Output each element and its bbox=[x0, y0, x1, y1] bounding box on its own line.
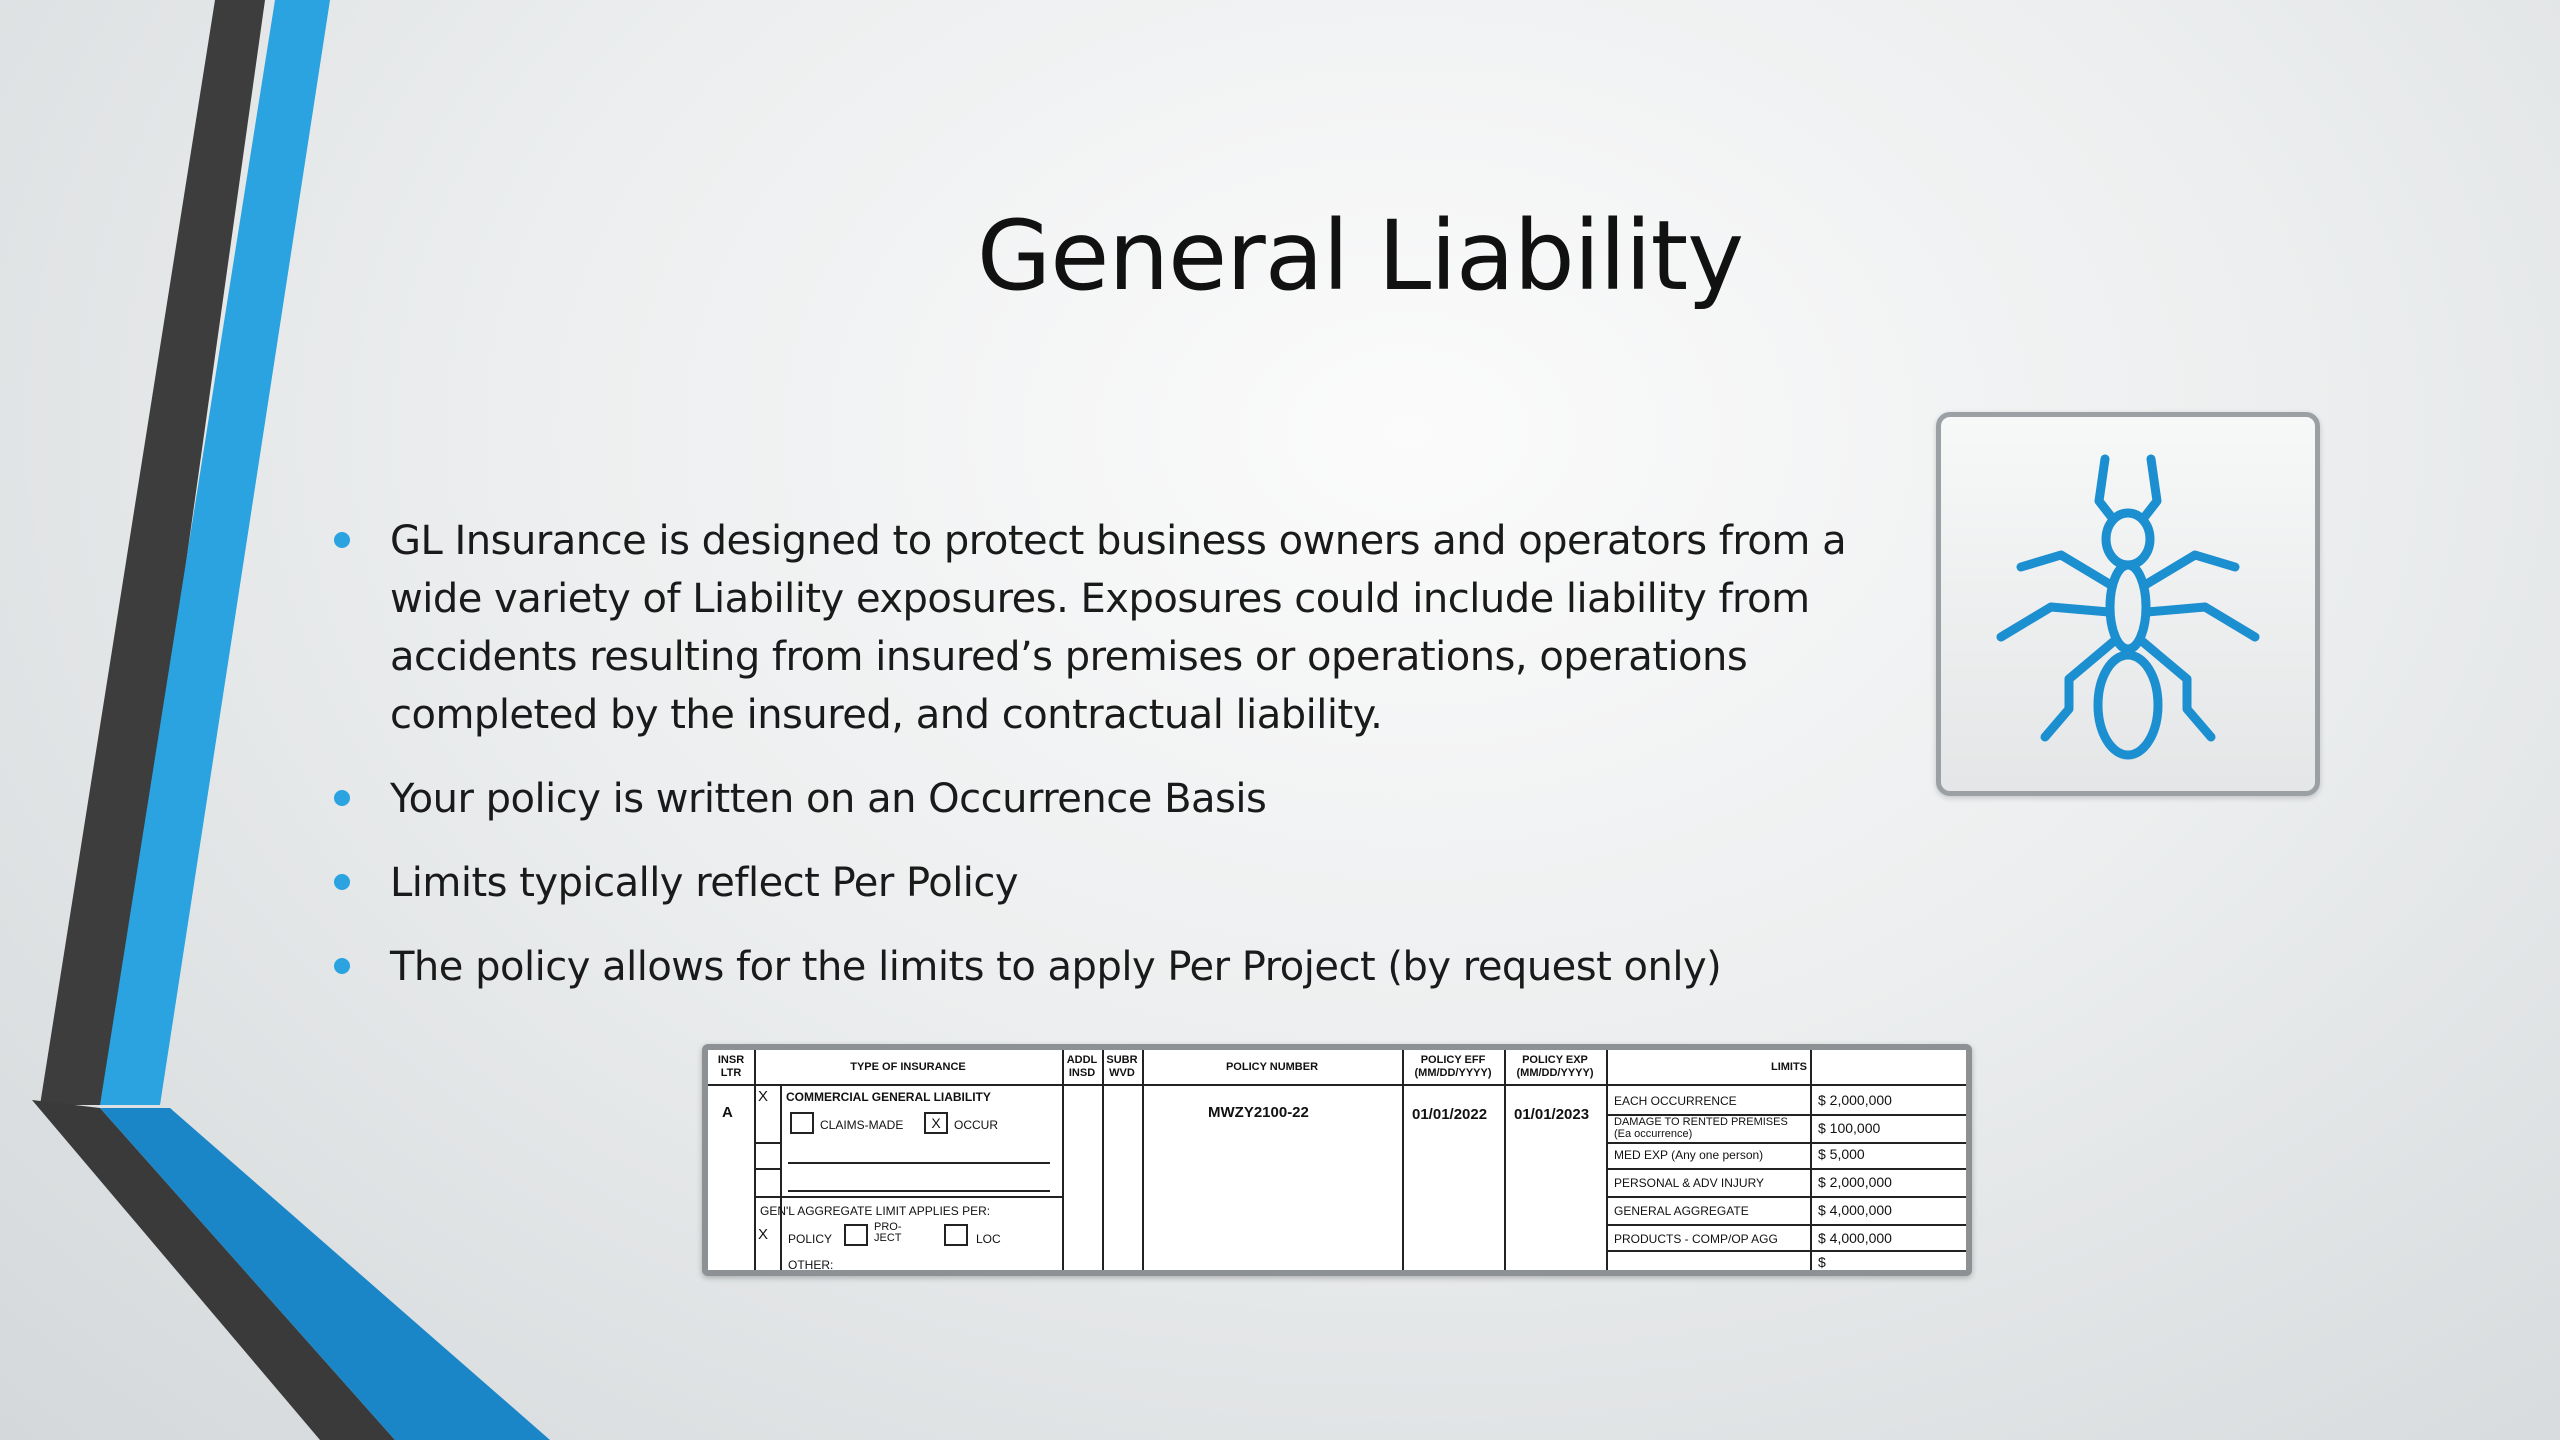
header-policy-exp: POLICY EXP (MM/DD/YYYY) bbox=[1516, 1054, 1594, 1079]
bullet-item bbox=[326, 938, 1886, 996]
bullet-text: Your policy is written on an Occurrence Basis bbox=[390, 776, 1267, 822]
header-policy-number: POLICY NUMBER bbox=[1225, 1060, 1319, 1073]
cgl-mark: X bbox=[758, 1088, 769, 1105]
header-policy-eff: POLICY EFF (MM/DD/YYYY) bbox=[1414, 1054, 1492, 1079]
limit-label: PERSONAL & ADV INJURY bbox=[1614, 1176, 1765, 1190]
bullet-text: GL Insurance is designed to protect business owners and operators from a wide variety of Liability exposures. Exposures could include liability from accidents resulting from insured’s premises or operations, operations completed by the insured, and contractual liability. bbox=[390, 518, 1847, 738]
ant-icon-frame bbox=[1936, 412, 2320, 796]
slide-title: General Liability bbox=[976, 200, 1744, 312]
insurance-certificate-snippet bbox=[702, 1044, 1972, 1276]
bullet-dot bbox=[334, 790, 350, 806]
claims-made-label: CLAIMS-MADE bbox=[820, 1118, 904, 1132]
bullet-item bbox=[326, 854, 1886, 912]
header-subr: SUBR WVD bbox=[1106, 1054, 1138, 1079]
limit-label: DAMAGE TO RENTED PREMISES (Ea occurrence) bbox=[1614, 1116, 1788, 1140]
bullet-item bbox=[326, 512, 1886, 744]
project-checkbox bbox=[844, 1224, 868, 1246]
occur-label: OCCUR bbox=[954, 1118, 998, 1132]
loc-label: LOC bbox=[976, 1232, 1001, 1246]
limit-label: EACH OCCURRENCE bbox=[1614, 1094, 1737, 1108]
other-label: OTHER: bbox=[788, 1258, 834, 1272]
policy-exp-value: 01/01/2023 bbox=[1514, 1106, 1590, 1123]
bullet-dot bbox=[334, 874, 350, 890]
header-insr-ltr: INSR LTR bbox=[717, 1054, 745, 1079]
occur-checkbox: X bbox=[924, 1112, 948, 1134]
header-limits: LIMITS bbox=[1770, 1060, 1808, 1073]
header-addl: ADDL INSD bbox=[1066, 1054, 1098, 1079]
policy-mark: X bbox=[758, 1226, 769, 1243]
project-label: PRO- JECT bbox=[874, 1221, 902, 1244]
limit-value: $ 4,000,000 bbox=[1818, 1230, 1892, 1246]
bullet-item bbox=[326, 770, 1886, 828]
limit-value: $ 2,000,000 bbox=[1818, 1092, 1892, 1108]
bullet-dot bbox=[334, 532, 350, 548]
cgl-label: COMMERCIAL GENERAL LIABILITY bbox=[786, 1090, 991, 1104]
bullet-text: The policy allows for the limits to apply Per Project (by request only) bbox=[390, 944, 1722, 990]
limit-value: $ bbox=[1818, 1254, 1826, 1270]
limit-label: MED EXP (Any one person) bbox=[1614, 1148, 1764, 1162]
claims-made-checkbox bbox=[790, 1112, 814, 1134]
insr-letter: A bbox=[722, 1104, 733, 1121]
bullet-dot bbox=[334, 958, 350, 974]
bullet-text: Limits typically reflect Per Policy bbox=[390, 860, 1019, 906]
limit-label: PRODUCTS - COMP/OP AGG bbox=[1614, 1232, 1778, 1246]
limit-value: $ 4,000,000 bbox=[1818, 1202, 1892, 1218]
policy-label: POLICY bbox=[788, 1232, 833, 1246]
ant-icon bbox=[1941, 417, 2315, 791]
bullet-list bbox=[326, 512, 1886, 1022]
policy-number-value: MWZY2100-22 bbox=[1208, 1104, 1309, 1121]
aggregate-label: GEN'L AGGREGATE LIMIT APPLIES PER: bbox=[760, 1204, 991, 1218]
limit-value: $ 5,000 bbox=[1818, 1146, 1865, 1162]
loc-checkbox bbox=[944, 1224, 968, 1246]
policy-eff-value: 01/01/2022 bbox=[1412, 1106, 1488, 1123]
limit-label: GENERAL AGGREGATE bbox=[1614, 1204, 1749, 1218]
header-type: TYPE OF INSURANCE bbox=[850, 1060, 966, 1073]
limit-value: $ 2,000,000 bbox=[1818, 1174, 1892, 1190]
limit-value: $ 100,000 bbox=[1818, 1120, 1881, 1136]
